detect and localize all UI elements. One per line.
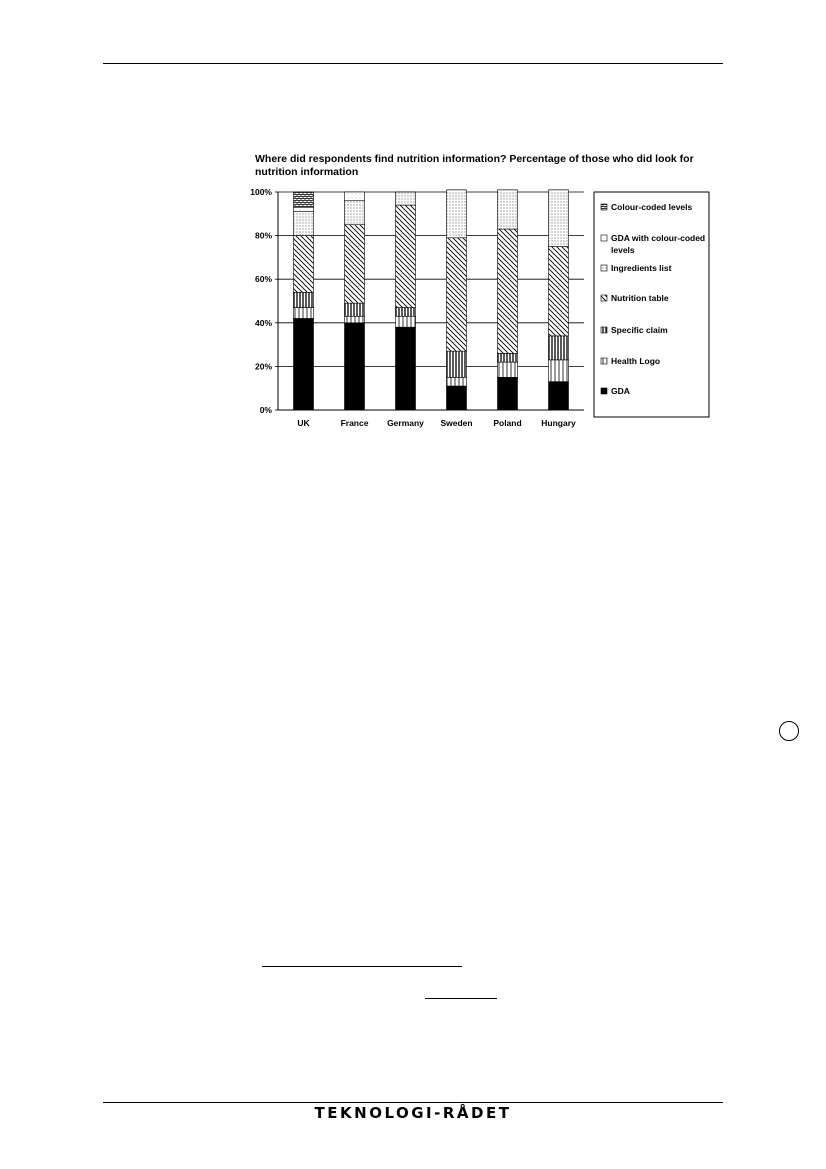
bar-segment-health-logo <box>549 360 569 382</box>
x-tick-label: Hungary <box>541 418 576 428</box>
bottom-rule <box>103 1102 723 1103</box>
x-tick-label: Poland <box>493 418 522 428</box>
legend-swatch <box>601 327 607 333</box>
bar-segment-nutrition-table <box>396 205 416 307</box>
legend-label: GDA with colour-coded levels <box>611 233 706 255</box>
y-tick-label: 60% <box>254 274 272 285</box>
bar-segment-specific-claim <box>396 308 416 317</box>
footer-brand: TEKNOLOGI-RÅDET <box>314 1104 512 1122</box>
legend-label: Health Logo <box>611 356 661 366</box>
bar-segment-nutrition-table <box>498 229 518 353</box>
bar-segment-gda-with-colour-coded-levels <box>294 207 314 211</box>
chart-title: Where did respondents find nutrition information? Percentage of those who did look for nutrition information <box>255 153 694 178</box>
top-rule <box>103 63 723 64</box>
y-tick-label: 40% <box>254 317 272 328</box>
legend-swatch <box>601 235 607 241</box>
bar-segment-ingredients-list <box>396 192 416 205</box>
bar-segment-gda-with-colour-coded-levels <box>345 192 365 201</box>
bar-segment-gda <box>396 327 416 410</box>
page-marker-circle <box>779 721 799 741</box>
y-tick-label: 80% <box>254 230 272 241</box>
bar-segment-nutrition-table <box>447 238 467 351</box>
bar-segment-nutrition-table <box>294 236 314 293</box>
bar-segment-gda <box>549 382 569 410</box>
legend-label: Nutrition table <box>611 293 669 303</box>
legend-label: Specific claim <box>611 325 668 335</box>
y-tick-label: 20% <box>254 361 272 372</box>
stacked-bar-chart <box>230 180 720 432</box>
legend-swatch <box>601 358 607 364</box>
bar-segment-gda <box>294 318 314 410</box>
y-tick-label: 100% <box>250 187 272 197</box>
bar-segment-ingredients-list <box>345 201 365 225</box>
x-tick-label: Germany <box>387 418 424 428</box>
bar-segment-nutrition-table <box>549 247 569 336</box>
footnote-rule-short <box>425 998 497 999</box>
legend-swatch <box>601 388 607 394</box>
bar-segment-health-logo <box>294 308 314 319</box>
bar-segment-specific-claim <box>498 353 518 362</box>
legend-swatch <box>601 295 607 301</box>
bar-segment-health-logo <box>345 316 365 323</box>
bar-segment-health-logo <box>498 362 518 377</box>
bar-segment-specific-claim <box>294 292 314 307</box>
footnote-rule <box>262 966 462 967</box>
bar-segment-gda <box>345 323 365 410</box>
bar-segment-specific-claim <box>447 351 467 377</box>
bar-segment-health-logo <box>447 377 467 386</box>
x-tick-label: Sweden <box>440 418 473 428</box>
bar-segment-ingredients-list <box>498 190 518 229</box>
bar-segment-colour-coded-levels <box>294 192 314 207</box>
bar-segment-ingredients-list <box>294 212 314 236</box>
legend-label: Ingredients list <box>611 263 672 273</box>
bar-segment-ingredients-list <box>447 190 467 238</box>
bar-segment-nutrition-table <box>345 225 365 303</box>
bar-segment-gda <box>447 386 467 410</box>
legend-swatch <box>601 265 607 271</box>
x-tick-label: UK <box>297 418 310 428</box>
bar-segment-specific-claim <box>549 336 569 360</box>
bar-segment-health-logo <box>396 316 416 327</box>
bar-segment-gda <box>498 377 518 410</box>
bar-segment-specific-claim <box>345 303 365 316</box>
x-tick-label: France <box>340 418 369 428</box>
legend-swatch <box>601 204 607 210</box>
legend-label: GDA <box>611 386 630 396</box>
legend-label: Colour-coded levels <box>611 202 693 212</box>
legend-box <box>594 192 709 417</box>
y-tick-label: 0% <box>259 405 272 415</box>
bar-segment-ingredients-list <box>549 190 569 247</box>
